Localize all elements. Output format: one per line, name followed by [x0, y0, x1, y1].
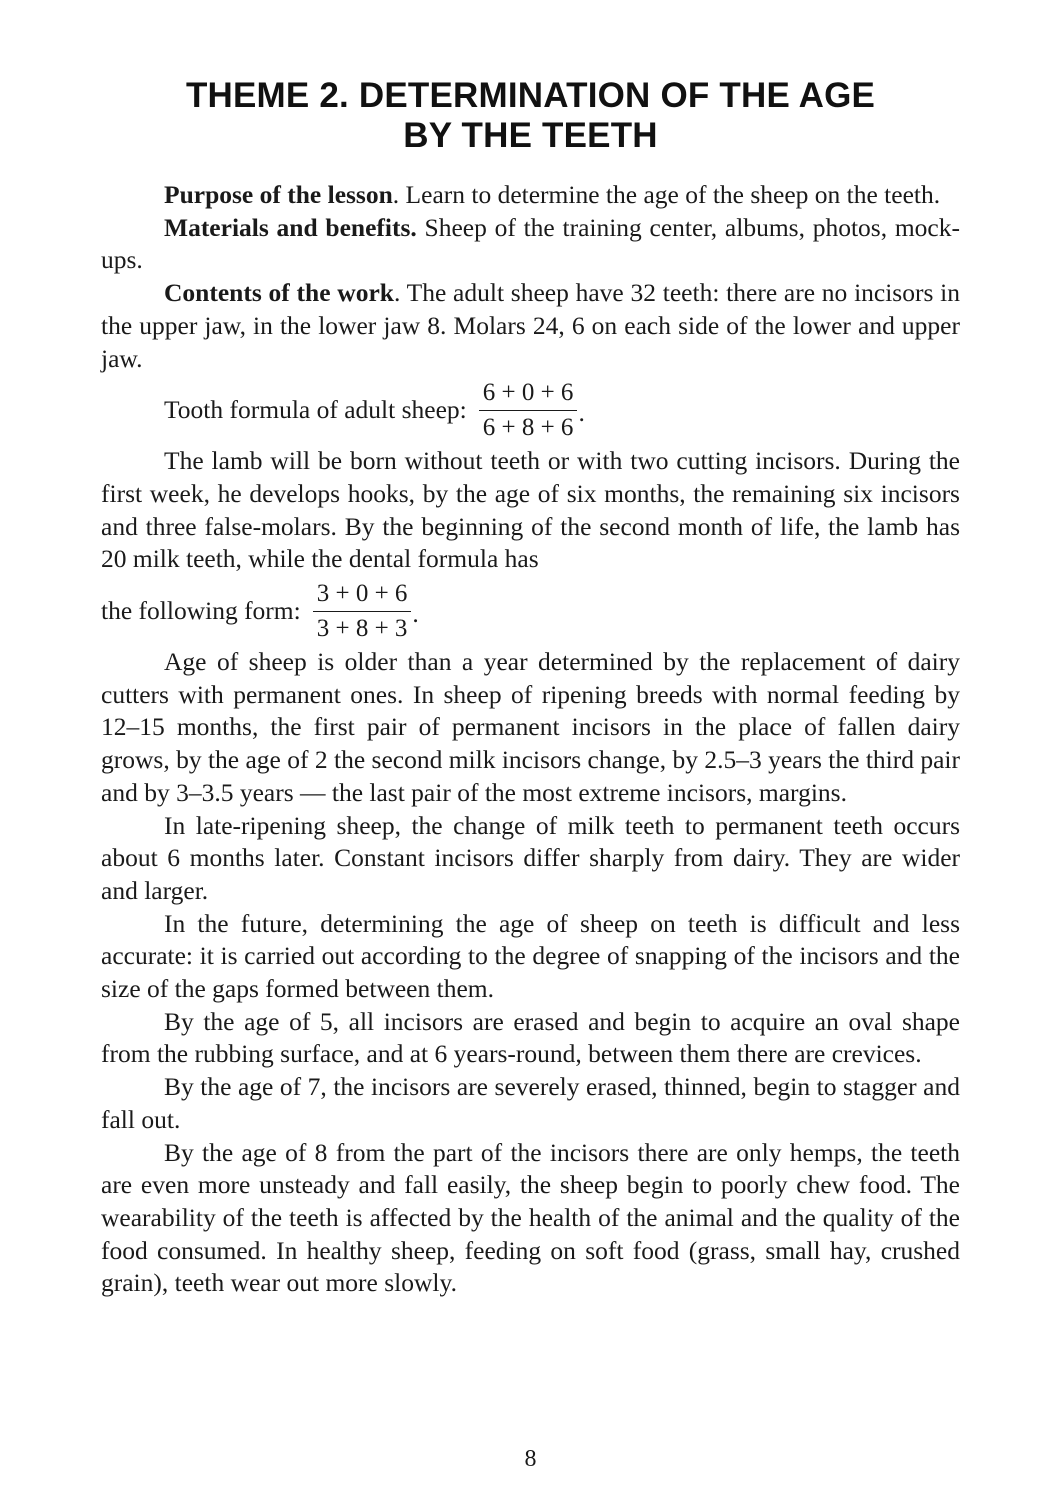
paragraph-age-5: By the age of 5, all incisors are erased and begin to acquire an oval shape from the rubbing surface, and at 6 years-round, between them there are crevices. — [101, 1006, 960, 1069]
paragraph-age-year: Age of sheep is older than a year determined by the replacement of dairy cutters with permanent ones. In sheep of ripening breeds with normal feeding by 12–15 months, the first pair of permanent incisors in the place of fallen dairy grows, by the age of 2 the second milk incisors change, by 2.5–3 years the third pair and by 3–3.5 years — the last pair of the most extreme incisors, margins. — [101, 647, 960, 807]
formula-adult-label: Tooth formula of adult sheep: — [164, 394, 467, 424]
formula-lamb-numerator: 3 + 0 + 6 — [313, 579, 412, 612]
paragraph-age-8: By the age of 8 from the part of the incisors there are only hemps, the teeth are even more unsteady and fall easily, the sheep begin to poorly chew food. The wearability of the teeth is affected by the health of the animal and the quality of the food consumed. In healthy sheep, feeding on soft food (grass, small hay, crushed grain), teeth wear out more slowly. — [101, 1137, 960, 1298]
page-title — [0, 76, 1061, 156]
formula-lamb-fraction — [313, 579, 412, 644]
formula-lamb-period: . — [412, 598, 419, 628]
formula-lamb-line — [101, 576, 960, 646]
title-line-1: THEME 2. DETERMINATION OF THE AGE — [185, 76, 876, 115]
paragraph-late-ripening: In late-ripening sheep, the change of milk teeth to permanent teeth occurs about 6 months later. Constant incisors differ sharply from dairy. They are wider and larger. — [101, 810, 960, 905]
formula-adult-numerator: 6 + 0 + 6 — [479, 378, 578, 411]
paragraph-contents — [101, 277, 960, 375]
formula-adult-period: . — [578, 397, 585, 427]
text-contents: . The adult sheep have 32 teeth: there are no incisors in the upper jaw, in the lower jaw 8. Molars 24, 6 on each side of the lower and upper jaw. — [101, 278, 960, 373]
paragraph-purpose — [101, 179, 960, 212]
page-number: 8 — [524, 1446, 537, 1472]
formula-adult-denominator: 6 + 8 + 6 — [482, 413, 574, 441]
lead-contents: Contents of the work — [164, 278, 394, 308]
text-materials: Sheep of the training center, albums, photos, mock-ups. — [101, 212, 960, 275]
formula-lamb-label: the following form: — [101, 595, 301, 625]
lead-materials: Materials and benefits. — [164, 212, 417, 242]
paragraph-lamb: The lamb will be born without teeth or with two cutting incisors. During the first week, he develops hooks, by the age of six months, the remaining six incisors and three false-molars. By the beginning of the second month of life, the lamb has 20 milk teeth, while the dental formula has — [101, 446, 960, 574]
text-purpose: . Learn to determine the age of the sheep on the teeth. — [392, 180, 941, 209]
formula-lamb-denominator: 3 + 8 + 3 — [316, 614, 408, 642]
paragraph-materials — [101, 212, 960, 277]
lead-purpose: Purpose of the lesson — [164, 180, 393, 209]
paragraph-age-7: By the age of 7, the incisors are severely erased, thinned, begin to stagger and fall out. — [101, 1072, 960, 1134]
formula-adult-line — [101, 375, 960, 445]
body-text — [101, 179, 960, 1300]
formula-adult-fraction — [479, 378, 578, 443]
title-line-2: BY THE TEETH — [403, 116, 658, 155]
paragraph-future: In the future, determining the age of sheep on teeth is difficult and less accurate: it is carried out according to the degree of snapping of the incisors and the size of the gaps formed between them. — [101, 908, 960, 1004]
